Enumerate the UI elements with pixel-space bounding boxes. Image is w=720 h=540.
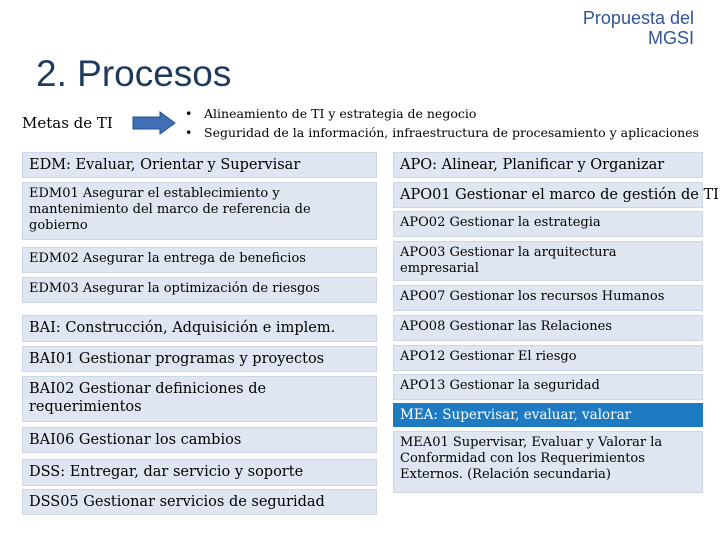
dss-item: DSS05 Gestionar servicios de seguridad: [22, 489, 377, 515]
bai-header: BAI: Construcción, Adquisición e implem.: [22, 315, 377, 342]
edm-item: EDM01 Asegurar el establecimiento y mantenimiento del marco de referencia de gobierno: [22, 182, 377, 240]
bai-item: BAI01 Gestionar programas y proyectos: [22, 346, 377, 372]
goals-bullet-item: • Seguridad de la información, infraestructura de procesamiento y aplicaciones: [182, 123, 699, 142]
edm-header: EDM: Evaluar, Orientar y Supervisar: [22, 152, 377, 178]
apo-item: APO02 Gestionar la estrategia: [393, 211, 703, 237]
apo-item: APO13 Gestionar la seguridad: [393, 374, 703, 400]
edm-item: EDM03 Asegurar la optimización de riesgos: [22, 277, 377, 303]
dss-header: DSS: Entregar, dar servicio y soporte: [22, 459, 377, 486]
mea-header: MEA: Supervisar, evaluar, valorar: [393, 403, 703, 427]
mea-item: MEA01 Supervisar, Evaluar y Valorar la Conformidad con los Requerimientos Externos. (Relación secundaria): [393, 431, 703, 493]
bai-item: BAI06 Gestionar los cambios: [22, 427, 377, 453]
goals-bullet-list: [182, 104, 699, 142]
goals-label: Metas de TI: [22, 114, 113, 132]
edm-item: EDM02 Asegurar la entrega de beneficios: [22, 247, 377, 273]
page-title: 2. Procesos: [36, 53, 232, 94]
apo-item: APO07 Gestionar los recursos Humanos: [393, 285, 703, 311]
right-arrow-icon: [132, 111, 176, 135]
corner-title: Propuesta del MGSI: [582, 8, 694, 48]
goals-bullet-item: • Alineamiento de TI y estrategia de negocio: [182, 104, 699, 123]
apo-item: APO03 Gestionar la arquitectura empresarial: [393, 241, 703, 281]
apo-item: APO08 Gestionar las Relaciones: [393, 315, 703, 341]
bai-item: BAI02 Gestionar definiciones de requerimientos: [22, 376, 377, 422]
apo-header: APO: Alinear, Planificar y Organizar: [393, 152, 703, 178]
apo-item: APO12 Gestionar El riesgo: [393, 345, 703, 371]
apo-item: APO01 Gestionar el marco de gestión de TI: [393, 182, 703, 208]
